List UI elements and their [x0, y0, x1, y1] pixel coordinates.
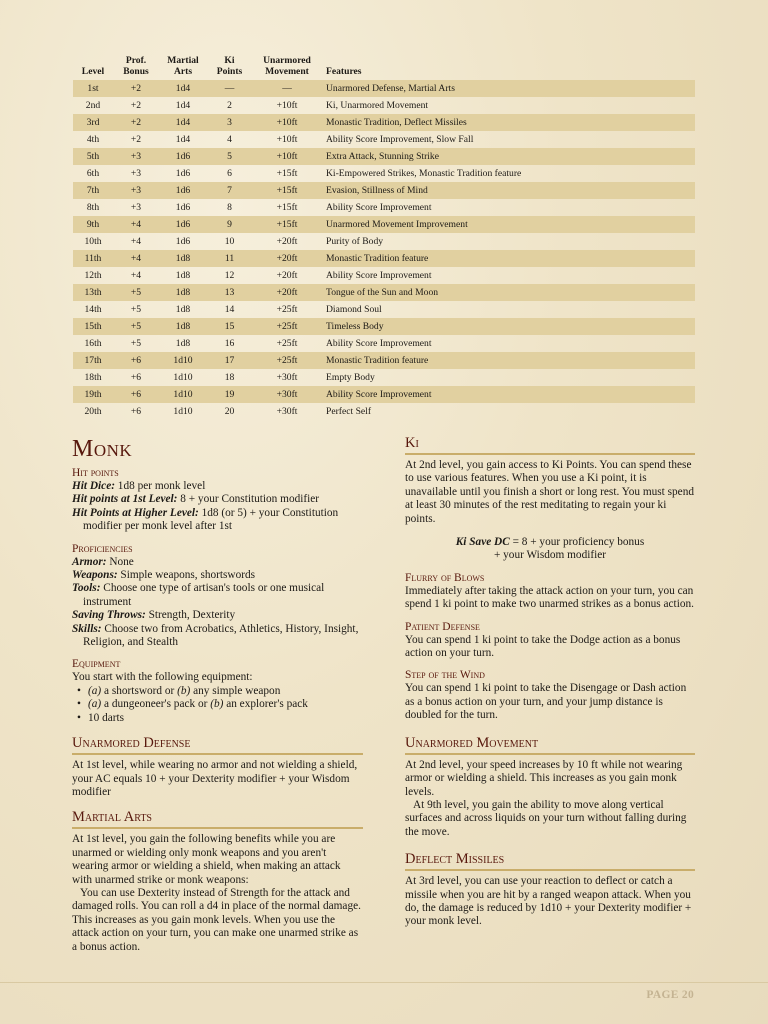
hit-dice-line: Hit Dice: 1d8 per monk level	[72, 480, 206, 492]
prof-bonus-cell: +5	[130, 338, 142, 349]
ki-points-cell: 12	[224, 270, 235, 281]
unarmored-movement-cell: +25ft	[252, 352, 322, 369]
martial-arts-cell: 1d4	[175, 100, 191, 111]
prof-bonus-cell: +3	[113, 148, 159, 165]
unarmored-movement-cell: +20ft	[252, 284, 322, 301]
prof-bonus-cell: +4	[113, 216, 159, 233]
unarmored-movement-cell: +15ft	[252, 182, 322, 199]
prof-bonus-cell: +5	[113, 318, 159, 335]
unarmored-movement-text-1: At 2nd level, your speed increases by 10 ft while not wearing armor or wielding a shield. This increases as you gain monk levels.	[405, 758, 683, 798]
level-cell: 15th	[73, 318, 113, 335]
level-cell: 13th	[73, 284, 113, 301]
step-of-wind-text: You can spend 1 ki point to take the Disengage or Dash action as a bonus action on your turn, and your jump distance is doubled for the turn.	[405, 682, 687, 722]
level-cell: 20th	[84, 406, 102, 417]
ki-points-cell: 13	[207, 284, 252, 301]
monk-class-table	[73, 55, 695, 420]
hit-points-heading: Hit points	[72, 467, 119, 479]
unarmored-movement-cell: +25ft	[252, 318, 322, 335]
table-header-row	[73, 55, 695, 80]
list-item: • (a) a shortsword or (b) any simple weapon	[77, 685, 363, 698]
table-body	[73, 80, 695, 420]
martial-arts-cell: 1d8	[175, 304, 191, 315]
header-martial-arts: Martial Arts	[167, 55, 199, 77]
level-cell: 16th	[84, 338, 102, 349]
table-row	[73, 301, 695, 318]
ki-points-cell: 18	[224, 372, 235, 383]
level-cell: 1st	[73, 80, 113, 97]
table-row	[73, 97, 695, 114]
level-cell: 11th	[73, 250, 113, 267]
martial-arts-text-1: At 1st level, you gain the following benefits while you are unarmed or wielding only monk weapons and you aren't wearing armor or wielding a shield, when making an attack with unarmed strike or monk weapons:	[72, 833, 341, 886]
ki-points-cell: 11	[207, 250, 252, 267]
features-cell: Extra Attack, Stunning Strike	[322, 148, 695, 165]
prof-bonus-cell: +3	[130, 202, 142, 213]
martial-arts-cell: 1d6	[159, 148, 207, 165]
header-features: Features	[326, 66, 362, 77]
table-row	[73, 352, 695, 369]
ki-points-cell: 4	[227, 134, 232, 145]
ki-points-cell: 10	[224, 236, 235, 247]
level-cell: 8th	[86, 202, 100, 213]
level-cell: 12th	[84, 270, 102, 281]
prof-bonus-cell: +6	[113, 386, 159, 403]
features-cell: Monastic Tradition, Deflect Missiles	[322, 114, 695, 131]
unarmored-movement-heading: Unarmored Movement	[405, 735, 695, 755]
prof-bonus-cell: +5	[113, 284, 159, 301]
martial-arts-cell: 1d10	[159, 352, 207, 369]
unarmored-movement-cell: +10ft	[252, 148, 322, 165]
unarmored-movement-cell: —	[252, 80, 322, 97]
prof-bonus-cell: +2	[113, 114, 159, 131]
unarmored-movement-cell: +15ft	[276, 168, 298, 179]
martial-arts-cell: 1d8	[159, 250, 207, 267]
ki-points-cell: 9	[207, 216, 252, 233]
prof-bonus-cell: +6	[113, 352, 159, 369]
unarmored-movement-cell: +20ft	[276, 236, 298, 247]
prof-bonus-cell: +2	[130, 100, 142, 111]
table-row	[73, 131, 695, 148]
features-cell: Ki, Unarmored Movement	[326, 100, 429, 111]
table-row	[73, 284, 695, 301]
level-cell: 19th	[73, 386, 113, 403]
martial-arts-cell: 1d6	[175, 202, 191, 213]
table-row	[73, 165, 695, 182]
ki-save-dc: Ki Save DC = 8 + your proficiency bonus + your Wisdom modifier	[455, 536, 645, 562]
unarmored-defense-heading: Unarmored Defense	[72, 735, 363, 755]
unarmored-movement-cell: +15ft	[276, 202, 298, 213]
header-level: Level	[81, 66, 105, 77]
ki-points-cell: 8	[227, 202, 232, 213]
features-cell: Monastic Tradition feature	[322, 352, 695, 369]
deflect-missiles-text: At 3rd level, you can use your reaction to deflect or catch a missile when you are hit by a ranged weapon attack. When you do, the damage is reduced by 1d10 + your Dexterity modifier + your monk level.	[405, 875, 692, 928]
table-row	[73, 114, 695, 131]
hp-higher-level-line: Hit Points at Higher Level: 1d8 (or 5) + your Constitution modifier per monk level after 1st	[72, 506, 339, 533]
features-cell: Ability Score Improvement	[326, 270, 432, 281]
left-column	[72, 435, 363, 954]
features-cell: Ability Score Improvement	[326, 338, 432, 349]
table-row	[73, 403, 695, 420]
features-cell: Monastic Tradition feature	[322, 250, 695, 267]
deflect-missiles-heading: Deflect Missiles	[405, 851, 695, 871]
features-cell: Purity of Body	[326, 236, 384, 247]
level-cell: 9th	[73, 216, 113, 233]
features-cell: Diamond Soul	[326, 304, 382, 315]
ki-text: At 2nd level, you gain access to Ki Points. You can spend these to use various features. When you use a Ki point, it is unavailable until you finish a short or long rest. You must spend at least 30 minutes of the rest meditating to regain your ki points.	[405, 459, 694, 525]
table-row	[73, 386, 695, 403]
martial-arts-text-2: You can use Dexterity instead of Strength for the attack and damaged rolls. You can roll a d4 in place of the normal damage. This increases as you gain monk levels. When you use the attack action on your turn, you can make one unarmed strike as a bonus action.	[72, 886, 361, 953]
features-cell: Unarmored Defense, Martial Arts	[322, 80, 695, 97]
level-cell: 6th	[86, 168, 100, 179]
table-row	[73, 233, 695, 250]
skills-line: Skills: Choose two from Acrobatics, Athletics, History, Insight, Religion, and Stealth	[72, 622, 359, 649]
ki-points-cell: 20	[224, 406, 235, 417]
table-row	[73, 369, 695, 386]
unarmored-movement-cell: +10ft	[276, 100, 298, 111]
list-item: • 10 darts	[77, 712, 363, 725]
level-cell: 3rd	[73, 114, 113, 131]
step-of-wind-heading: Step of the Wind	[405, 669, 485, 682]
martial-arts-cell: 1d8	[175, 270, 191, 281]
table-row	[73, 148, 695, 165]
patient-defense-heading: Patient Defense	[405, 620, 480, 633]
level-cell: 2nd	[85, 100, 101, 111]
proficiencies-heading: Proficiencies	[72, 542, 133, 555]
unarmored-movement-cell: +20ft	[252, 250, 322, 267]
unarmored-movement-cell: +15ft	[252, 216, 322, 233]
saving-throws-line: Saving Throws: Strength, Dexterity	[72, 609, 236, 622]
table-row	[73, 335, 695, 352]
features-cell: Ability Score Improvement	[322, 386, 695, 403]
flurry-text: Immediately after taking the attack action on your turn, you can spend 1 ki point to make two unarmed strikes as a bonus action.	[405, 584, 694, 611]
ki-points-cell: —	[207, 80, 252, 97]
header-unarmored-movement: Unarmored Movement	[263, 55, 311, 77]
level-cell: 10th	[84, 236, 102, 247]
right-column	[405, 435, 695, 929]
martial-arts-cell: 1d8	[159, 284, 207, 301]
martial-arts-cell: 1d4	[159, 114, 207, 131]
martial-arts-cell: 1d8	[175, 338, 191, 349]
equipment-intro: You start with the following equipment:	[72, 671, 253, 684]
unarmored-movement-cell: +10ft	[252, 114, 322, 131]
martial-arts-cell: 1d10	[173, 406, 193, 417]
prof-bonus-cell: +6	[130, 372, 142, 383]
prof-bonus-cell: +2	[113, 80, 159, 97]
armor-line: Armor: None	[72, 555, 134, 568]
header-prof-bonus: Prof. Bonus	[123, 55, 149, 77]
level-cell: 7th	[73, 182, 113, 199]
table-row	[73, 250, 695, 267]
martial-arts-cell: 1d8	[159, 318, 207, 335]
prof-bonus-cell: +6	[130, 406, 142, 417]
table-row	[73, 216, 695, 233]
martial-arts-heading: Martial Arts	[72, 809, 363, 829]
unarmored-movement-cell: +25ft	[276, 304, 298, 315]
patient-defense-text: You can spend 1 ki point to take the Dodge action as a bonus action on your turn.	[405, 633, 681, 660]
unarmored-movement-cell: +30ft	[276, 406, 298, 417]
ki-points-cell: 6	[227, 168, 232, 179]
martial-arts-cell: 1d10	[159, 386, 207, 403]
tools-line: Tools: Choose one type of artisan's tools or one musical instrument	[72, 582, 325, 608]
prof-bonus-cell: +4	[130, 270, 142, 281]
unarmored-movement-cell: +20ft	[276, 270, 298, 281]
list-item: • (a) a dungeoneer's pack or (b) an explorer's pack	[77, 698, 363, 711]
header-ki-points: Ki Points	[216, 55, 243, 77]
level-cell: 4th	[86, 134, 100, 145]
prof-bonus-cell: +3	[113, 182, 159, 199]
table-row	[73, 182, 695, 199]
table-row	[73, 267, 695, 284]
martial-arts-cell: 1d10	[173, 372, 193, 383]
unarmored-movement-cell: +25ft	[276, 338, 298, 349]
level-cell: 18th	[84, 372, 102, 383]
table-row	[73, 80, 695, 97]
unarmored-movement-cell: +30ft	[276, 372, 298, 383]
equipment-list	[72, 685, 363, 725]
ki-points-cell: 3	[207, 114, 252, 131]
ki-heading: Ki	[405, 435, 695, 455]
martial-arts-cell: 1d6	[175, 236, 191, 247]
hp-first-level-line: Hit points at 1st Level: 8 + your Constitution modifier	[72, 493, 320, 506]
flurry-heading: Flurry of Blows	[405, 571, 485, 584]
prof-bonus-cell: +3	[130, 168, 142, 179]
ki-points-cell: 15	[207, 318, 252, 335]
martial-arts-cell: 1d6	[159, 182, 207, 199]
martial-arts-cell: 1d4	[159, 80, 207, 97]
ki-points-cell: 7	[207, 182, 252, 199]
features-cell: Empty Body	[326, 372, 375, 383]
level-cell: 17th	[73, 352, 113, 369]
features-cell: Ability Score Improvement	[326, 202, 432, 213]
martial-arts-cell: 1d6	[175, 168, 191, 179]
weapons-line: Weapons: Simple weapons, shortswords	[72, 569, 256, 582]
prof-bonus-cell: +4	[130, 236, 142, 247]
page-title: Monk	[72, 436, 133, 462]
table-row	[73, 318, 695, 335]
table-row	[73, 199, 695, 216]
unarmored-movement-cell: +10ft	[276, 134, 298, 145]
unarmored-defense-text: At 1st level, while wearing no armor and not wielding a shield, your AC equals 10 + your Dexterity modifier + your Wisdom modifier	[72, 759, 358, 798]
martial-arts-cell: 1d4	[175, 134, 191, 145]
prof-bonus-cell: +4	[113, 250, 159, 267]
prof-bonus-cell: +5	[130, 304, 142, 315]
features-cell: Timeless Body	[322, 318, 695, 335]
prof-bonus-cell: +2	[130, 134, 142, 145]
features-cell: Unarmored Movement Improvement	[322, 216, 695, 233]
features-cell: Evasion, Stillness of Mind	[322, 182, 695, 199]
features-cell: Tongue of the Sun and Moon	[322, 284, 695, 301]
ki-points-cell: 14	[224, 304, 235, 315]
equipment-heading: Equipment	[72, 658, 121, 671]
page-number: PAGE 20	[646, 989, 694, 1001]
ki-points-cell: 19	[207, 386, 252, 403]
martial-arts-cell: 1d6	[159, 216, 207, 233]
level-cell: 14th	[84, 304, 102, 315]
unarmored-movement-text-2: At 9th level, you gain the ability to move along vertical surfaces and across liquids on your turn without falling during the move.	[405, 798, 687, 838]
features-cell: Ki-Empowered Strikes, Monastic Tradition feature	[326, 168, 522, 179]
features-cell: Ability Score Improvement, Slow Fall	[326, 134, 474, 145]
ki-points-cell: 16	[224, 338, 235, 349]
features-cell: Perfect Self	[326, 406, 372, 417]
ki-points-cell: 2	[227, 100, 232, 111]
ki-points-cell: 5	[207, 148, 252, 165]
level-cell: 5th	[73, 148, 113, 165]
unarmored-movement-cell: +30ft	[252, 386, 322, 403]
footer-divider	[0, 982, 768, 983]
ki-points-cell: 17	[207, 352, 252, 369]
